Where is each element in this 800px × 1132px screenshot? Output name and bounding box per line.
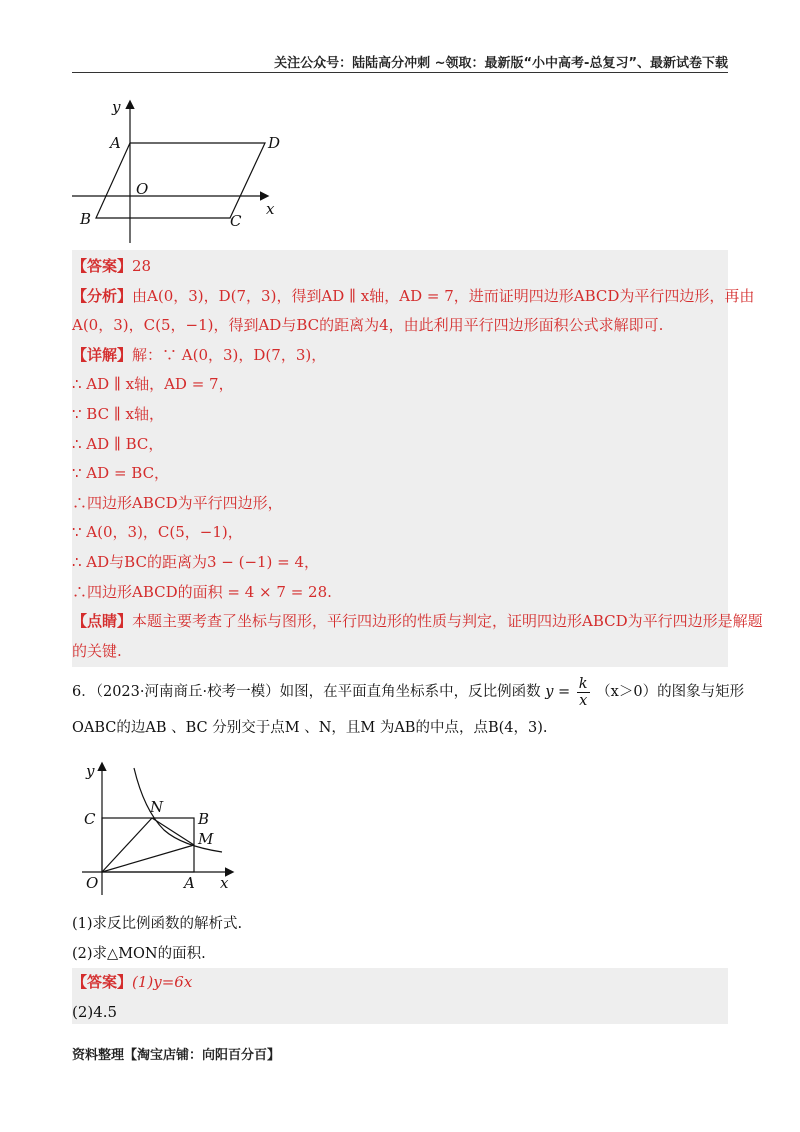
fig2-label-x: x [220,874,229,892]
fig1-label-B: B [80,210,92,228]
header-rule [72,72,728,73]
fig1-label-A: A [110,134,121,152]
q5-detail-line-3: ∵ BC ∥ x轴， [72,404,165,423]
q6-statement [72,674,745,746]
fig1-label-D: D [268,134,281,152]
q5-detail-line-2: ∴ AD ∥ x轴，AD = 7， [72,375,234,394]
analysis-tag: 【分析】 [72,286,133,305]
q6-answer-block [72,968,728,1024]
answer-value: 28 [132,257,152,275]
q6-line1-suffix: （x＞0）的图象与矩形 [596,684,745,700]
fig2-label-A: A [184,874,195,892]
q5-analysis-line-1 [72,282,755,312]
fig1-label-C: C [230,212,242,230]
fig2-label-C: C [84,810,96,828]
q5-detail-line-5: ∵ AD = BC， [72,464,170,483]
q6-subquestion-2: (2)求△MON的面积. [72,946,206,962]
q5-comment-line-1 [72,607,763,637]
q6-answer-line-1 [72,968,728,998]
q5-comment-line-2: 的关键. [72,641,122,660]
fig2-label-M: M [198,830,214,848]
q5-detail-line-4: ∴ AD ∥ BC， [72,434,164,453]
q6-answer-1: (1)y=6x [132,973,193,991]
q5-analysis-line-2: A(0，3)，C(5，−1)，得到AD与BC的距离为4，由此利用平行四边形面积公式求解即可. [72,316,664,335]
fig1-label-x: x [266,200,275,218]
q5-detail-line-8: ∴ AD与BC的距离为3 − (−1) = 4， [72,552,320,571]
q6-func-y: y = [545,684,571,700]
comment-tag: 【点睛】 [72,612,133,631]
detail-text-1: 解：∵ A(0，3)，D(7，3)， [132,345,327,364]
fig1-label-O: O [136,180,149,198]
q6-subquestion-1: (1)求反比例函数的解析式. [72,916,243,932]
fig2-label-O: O [86,874,99,892]
parallelogram-figure [72,98,302,248]
fig1-label-y: y [112,98,121,116]
comment-text-1: 本题主要考查了坐标与图形，平行四边形的性质与判定，证明四边形ABCD为平行四边形是解题 [132,612,763,631]
q5-detail-line-1 [72,341,724,371]
q6-func-numerator: k [578,675,588,692]
q6-answer-line-2: (2)4.5 [72,1002,118,1021]
q5-detail-line-9: ∴四边形ABCD的面积 = 4 × 7 = 28. [72,582,332,601]
detail-tag: 【详解】 [72,345,133,364]
page-footer: 资料整理【淘宝店铺：向阳百分百】 [72,1048,281,1063]
q6-line-2: OABC的边AB 、BC 分别交于点M 、N，且M 为AB的中点，点B(4，3). [72,720,548,736]
q6-func-denominator: x [579,692,588,709]
page-header: 关注公众号：陆陆高分冲刺 ~领取：最新版“小中高考-总复习”、最新试卷下载 [274,56,728,71]
q6-func-fraction [577,676,590,709]
answer-tag: 【答案】 [72,257,133,275]
q6-answer-tag: 【答案】 [72,973,133,991]
q5-detail-line-6: ∴四边形ABCD为平行四边形， [72,493,283,512]
analysis-text-1: 由A(0，3)，D(7，3)，得到AD ∥ x轴，AD = 7，进而证明四边形ABCD为平行四边形，再由 [132,286,755,305]
rectangle-hyperbola-figure [72,760,242,900]
q6-line-1 [72,674,745,710]
fig2-label-y: y [86,762,95,780]
fig2-label-B: B [198,810,210,828]
q6-line1-prefix: 6．（2023·河南商丘·校考一模）如图，在平面直角坐标系中，反比例函数 [72,684,541,700]
q5-answer-line [72,252,724,282]
q5-solution-block [72,250,763,667]
q5-detail-line-7: ∵ A(0，3)，C(5，−1)， [72,523,243,542]
fig2-label-N: N [150,798,164,816]
